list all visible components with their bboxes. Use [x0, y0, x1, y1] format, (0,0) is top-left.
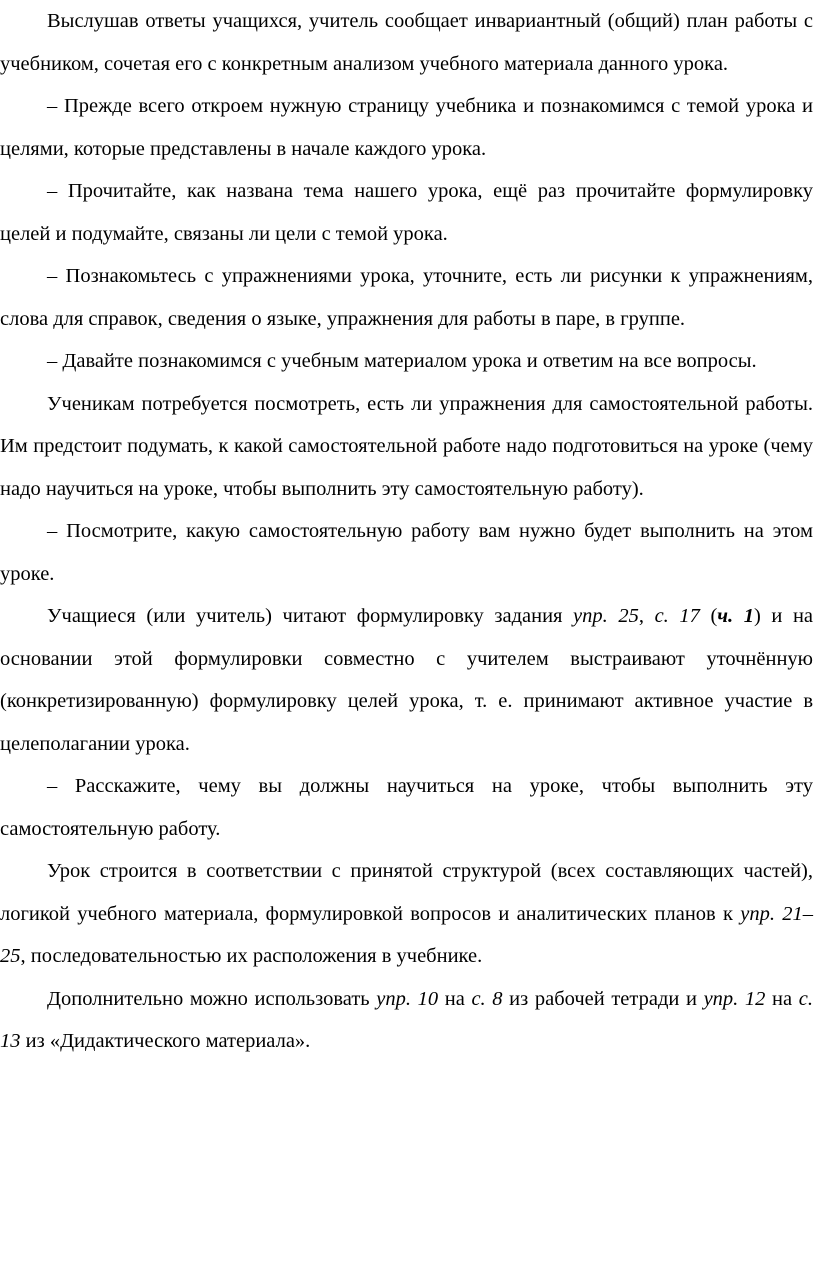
part-ref: ч. 1: [717, 605, 754, 627]
exercise-ref: упр. 10: [376, 987, 439, 1010]
exercise-ref: упр. 12: [703, 987, 766, 1010]
page-ref: с. 8: [471, 987, 503, 1010]
text-span: из «Дидактического материала».: [20, 1030, 311, 1052]
page-ref: с. 17: [654, 605, 700, 627]
exercise-ref: упр. 25: [573, 605, 639, 627]
text-span: на: [765, 987, 799, 1010]
text-span: Дополнительно можно использовать: [47, 987, 377, 1010]
text-span: из рабочей тетради и: [502, 987, 704, 1010]
text-span: Учащиеся (или учитель) читают формулировку задания: [47, 605, 574, 627]
paragraph-open-textbook: – Прежде всего откроем нужную страницу учебника и познакомимся с темой урока и целями, которые представлены в начале каждого урока.: [0, 95, 813, 160]
paragraph-self-work: Ученикам потребуется посмотреть, есть ли упражнения для самостоятельной работы. Им предстоит подумать, к какой самостоятельной работе надо подготовиться на уроке (чему надо научиться на уроке, чтобы выполнить эту самостоятельную работу).: [0, 392, 813, 500]
text-span: ) и на основании этой формулировки совместно с учителем выстраивают уточнённую (конкретизированную) формулировку целей урока, т. е. принимают активное участие в целеполагании урока.: [0, 605, 814, 755]
page-ref: с. 13: [0, 987, 813, 1052]
text-span: , последовательностью их расположения в учебнике.: [20, 945, 483, 967]
paragraph-intro: Выслушав ответы учащихся, учитель сообщает инвариантный (общий) план работы с учебником, сочетая его с конкретным анализом учебного материала данного урока.: [0, 10, 813, 75]
paragraph-tell: – Расскажите, чему вы должны научиться на уроке, чтобы выполнить эту самостоятельную работу.: [0, 775, 813, 840]
exercise-ref: упр. 21–25: [0, 902, 813, 967]
text-span: на: [438, 987, 472, 1010]
paragraph-additional: [0, 978, 813, 1063]
paragraph-material: – Давайте познакомимся с учебным материалом урока и ответим на все вопросы.: [47, 350, 757, 372]
text-span: Урок строится в соответствии с принятой структурой (всех составляющих частей), логикой учебного материала, формулировкой вопросов и аналитических планов к: [0, 860, 813, 925]
paragraph-task-formulation: [0, 595, 813, 765]
paragraph-exercises: – Познакомьтесь с упражнениями урока, уточните, есть ли рисунки к упражнениям, слова для справок, сведения о языке, упражнения для работы в паре, в группе.: [0, 265, 813, 330]
paragraph-read-topic: – Прочитайте, как названа тема нашего урока, ещё раз прочитайте формулировку целей и подумайте, связаны ли цели с темой урока.: [0, 180, 813, 245]
paragraph-look-work: – Посмотрите, какую самостоятельную работу вам нужно будет выполнить на этом уроке.: [0, 520, 813, 585]
paragraph-lesson-structure: [0, 850, 813, 978]
text-span: (: [699, 605, 718, 627]
text-span: ,: [638, 605, 655, 627]
